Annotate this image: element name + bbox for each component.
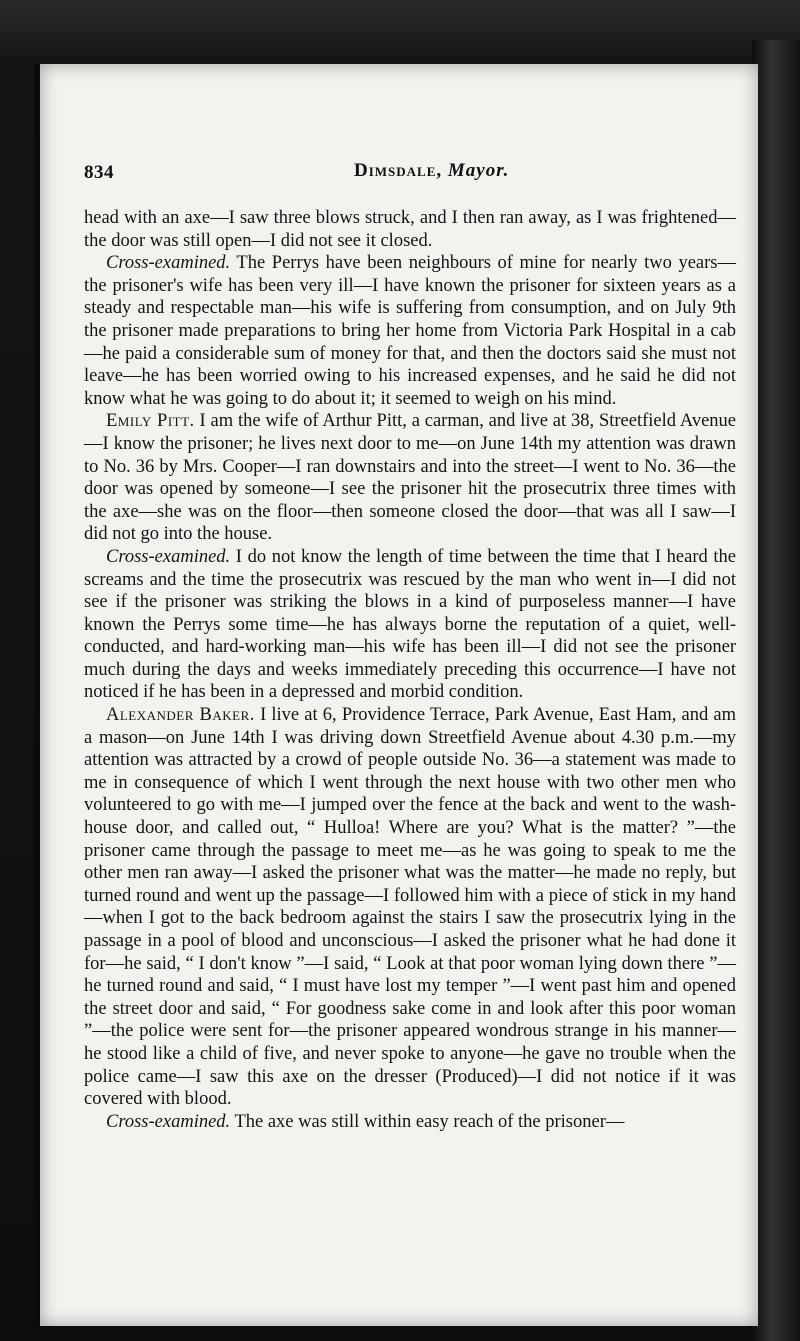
paragraph xyxy=(84,410,736,546)
paragraph-text: The Perrys have been neighbours of mine for nearly two years—the prisoner's wife has been very ill—I have known the prisoner for sixteen years as a steady and respectable man—his wife is suffering from consumption, and on July 9th the prisoner made preparations to bring her home from Victoria Park Hospital in a cab—he paid a considerable sum of money for that, and then the doctors said she must not leave—he has been worried owing to his increased expenses, and he said he did not know what he was going to do about it; it seemed to weigh on his mind. xyxy=(84,253,736,409)
paragraph-lead: Cross-examined. xyxy=(106,1111,231,1132)
page-header xyxy=(84,160,744,190)
page-number: 834 xyxy=(84,162,114,183)
paragraph-text: I live at 6, Providence Terrace, Park Avenue, East Ham, and am a mason—on June 14th I was driving down Streetfield Avenue about 4.30 p.m.—my attention was attracted by a crowd of people outside No. 36—a statement was made to me in consequence of which I went through the next house with two other men who volunteered to go with me—I jumped over the fence at the back and went to the wash-house door, and called out, “ Hulloa! Where are you? What is the matter? ”—the prisoner came through the passage to meet me—as he was going to speak to me the other men ran away—I asked the prisoner what was the matter—he made no reply, but turned round and went up the passage—I followed him with a piece of stick in my hand—when I got to the back bedroom against the stairs I saw the prosecutrix lying in the passage in a pool of blood and unconscious—I asked the prisoner what he had done it for—he said, “ I don't know ”—I said, “ Look at that poor woman lying down there ”—he turned round and said, “ I must have lost my temper ”—I went past him and opened the street door and said, “ For goodness sake come in and look after this poor woman ”—the police were sent for—the prisoner appeared wondrous strange in his manner—he stood like a child of five, and never spoke to anyone—he gave no trouble when the police came—I saw this axe on the dresser (Produced)—I did not notice if it was covered with blood. xyxy=(84,705,736,1110)
paragraph-lead: Emily Pitt. xyxy=(106,411,195,432)
running-head-title: Mayor. xyxy=(447,160,510,181)
paragraph xyxy=(84,546,736,704)
paragraph-lead: Cross-examined. xyxy=(106,253,231,274)
paragraph-text: I do not know the length of time between the time that I heard the screams and the time the prosecutrix was rescued by the man who went in—I did not see if the prisoner was striking the blows in a kind of purposeless manner—I have known the Perrys some time—he has always borne the reputation of a quiet, well-conducted, and hard-working man—his wife has been ill—I did not see the prisoner much during the days and weeks immediately preceding this occurrence—I have not noticed if he has been in a depressed and morbid condition. xyxy=(84,546,736,703)
paragraph xyxy=(84,207,736,252)
paragraph-lead: Cross-examined. xyxy=(106,546,231,567)
paragraph xyxy=(84,1111,736,1134)
running-head-name: Dimsdale, xyxy=(354,160,443,181)
running-head xyxy=(354,160,509,182)
body-text xyxy=(84,207,736,1133)
book-edge xyxy=(752,40,800,1341)
paragraph-text: The axe was still within easy reach of the prisoner— xyxy=(230,1111,625,1132)
paragraph-text: head with an axe—I saw three blows struck, and I then ran away, as I was frightened—the door was still open—I did not see it closed. xyxy=(84,208,736,251)
paragraph-text: I am the wife of Arthur Pitt, a carman, and live at 38, Streetfield Avenue—I know the prisoner; he lives next door to me—on June 14th my attention was drawn to No. 36 by Mrs. Cooper—I ran downstairs and into the street—I went to No. 36—the door was opened by someone—I see the prisoner hit the prosecutrix three times with the axe—she was on the floor—then someone closed the door—that was all I saw—I did not go into the house. xyxy=(84,411,736,545)
paragraph xyxy=(84,252,736,410)
paragraph xyxy=(84,704,736,1111)
paragraph-lead: Alexander Baker. xyxy=(106,705,255,726)
